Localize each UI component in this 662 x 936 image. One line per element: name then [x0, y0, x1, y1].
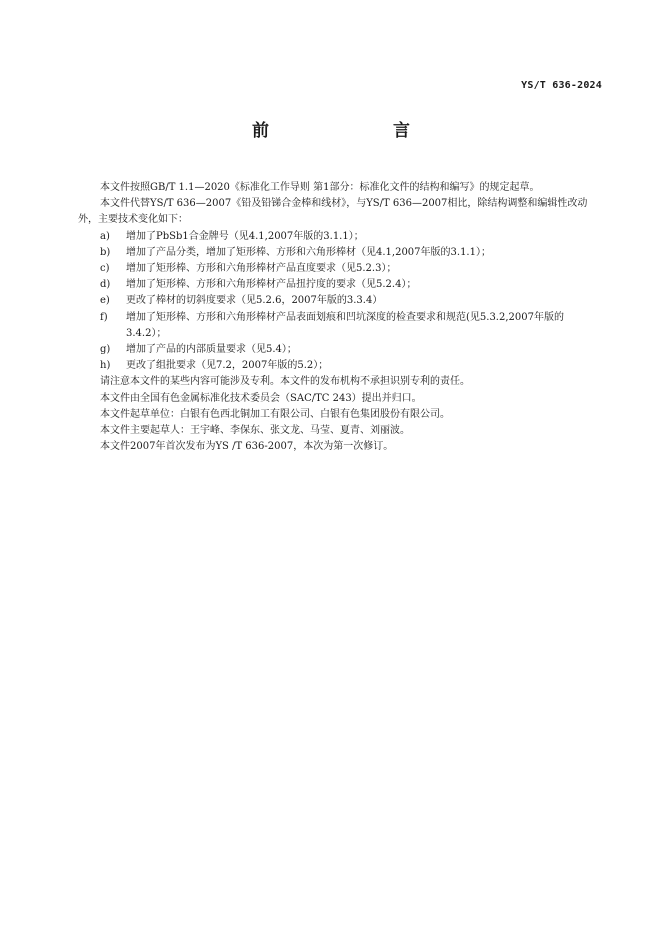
list-item: [78, 229, 604, 245]
list-item: [78, 261, 604, 277]
list-marker: d): [100, 279, 111, 291]
list-item-text: 增加了PbSb1合金牌号（见4.1,2007年版的3.1.1）；: [126, 230, 364, 242]
list-item-text: 更改了组批要求（见7.2，2007年版的5.2）；: [126, 360, 329, 372]
page-title: 前 言: [252, 121, 454, 141]
patent-notice: 请注意本文件的某些内容可能涉及专利。本文件的发布机构不承担识别专利的责任。: [100, 376, 470, 388]
list-item-text: 增加了矩形棒、方形和六角形棒材产品直度要求（见5.2.3）；: [126, 263, 397, 275]
intro-paragraph-replacement: 本文件代替YS/T 636—2007《铅及铅锑合金棒和线材》，与YS/T 636—2007相比，除结构调整和编辑性改动外，主要技术变化如下：: [78, 198, 588, 226]
list-marker: b): [100, 246, 111, 258]
list-item: [78, 293, 604, 309]
list-item-text: 增加了产品的内部质量要求（见5.4）；: [126, 344, 297, 356]
list-item: [78, 342, 604, 358]
list-marker: h): [100, 360, 111, 372]
list-item: [78, 245, 604, 261]
list-item: [78, 310, 604, 342]
list-marker: g): [100, 344, 111, 356]
list-item-text: 增加了矩形棒、方形和六角形棒材产品表面划痕和凹坑深度的检查要求和规范(见5.3.2,2007年版的3.4.2）；: [126, 311, 564, 339]
main-drafters: 本文件主要起草人：王宇峰、李保东、张文龙、马莹、夏青、刘丽波。: [100, 425, 410, 437]
intro-paragraph-drafting-rules: 本文件按照GB/T 1.1—2020《标准化工作导则 第1部分：标准化文件的结构和编写》的规定起草。: [100, 182, 540, 193]
list-marker: a): [100, 230, 110, 242]
list-marker: c): [100, 263, 110, 275]
list-item: [78, 358, 604, 374]
list-item: [78, 277, 604, 293]
list-item-text: 增加了产品分类，增加了矩形棒、方形和六角形棒材（见4.1,2007年版的3.1.1）；: [126, 246, 491, 258]
drafting-units: 本文件起草单位：白银有色西北铜加工有限公司、白银有色集团股份有限公司。: [100, 408, 450, 420]
list-marker: f): [100, 311, 108, 323]
changes-list: [78, 229, 604, 375]
proposer-statement: 本文件由全国有色金属标准化技术委员会（SAC/TC 243）提出并归口。: [100, 392, 422, 404]
document-code: YS/T 636-2024: [521, 80, 602, 91]
list-item-text: 增加了矩形棒、方形和六角形棒材产品扭拧度的要求（见5.2.4）；: [126, 279, 417, 291]
list-marker: e): [100, 295, 110, 307]
publication-history: 本文件2007年首次发布为YS /T 636-2007，本次为第一次修订。: [100, 441, 394, 453]
foreword-body: [78, 180, 604, 455]
list-item-text: 更改了棒材的切斜度要求（见5.2.6，2007年版的3.3.4）: [126, 295, 383, 307]
